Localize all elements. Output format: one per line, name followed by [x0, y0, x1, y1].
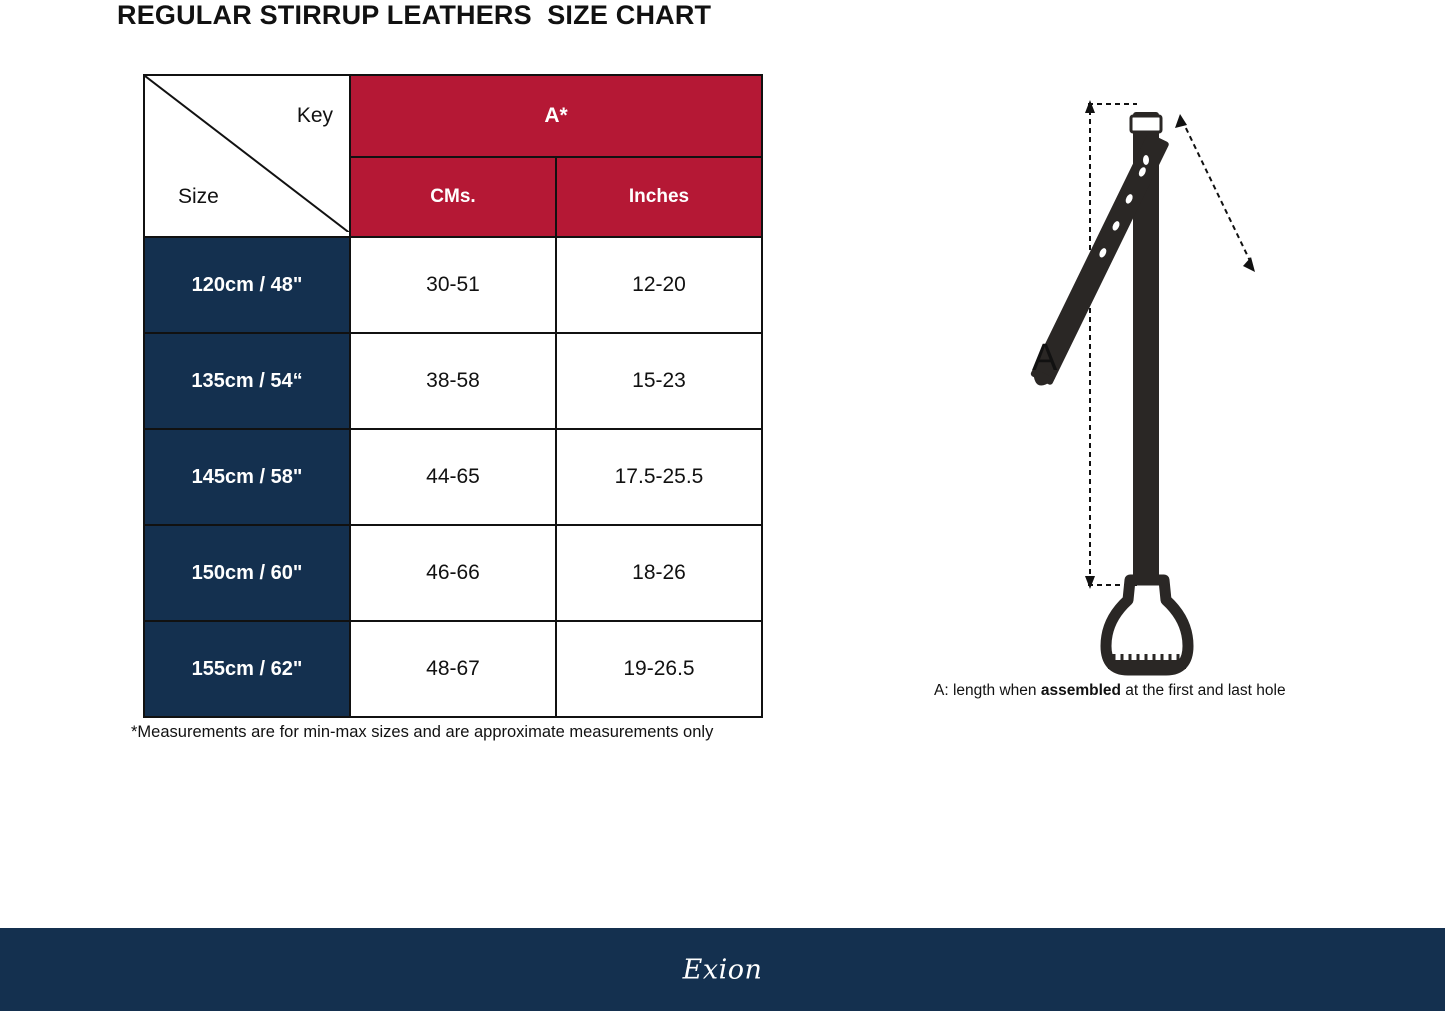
table-row	[144, 429, 762, 525]
table-header-row-1	[144, 75, 762, 157]
row-inches-value: 17.5-25.5	[556, 429, 762, 525]
caption-bold: assembled	[1040, 682, 1121, 699]
measurement-label-a: A	[1032, 337, 1058, 379]
row-size-label: 120cm / 48"	[144, 237, 350, 333]
arrow-down-icon	[1085, 576, 1095, 589]
table-row	[144, 333, 762, 429]
subheader-inches: Inches	[556, 157, 762, 237]
stirrup-iron-icon	[1106, 580, 1188, 670]
row-inches-value: 19-26.5	[556, 621, 762, 717]
row-size-label: 155cm / 62"	[144, 621, 350, 717]
row-size-label: 135cm / 54“	[144, 333, 350, 429]
table-row	[144, 525, 762, 621]
row-inches-value: 15-23	[556, 333, 762, 429]
diagonal-divider-icon	[145, 76, 349, 232]
corner-key-size-cell	[144, 75, 350, 237]
arrow-diagonal-down-icon	[1243, 257, 1255, 272]
group-header-a: A*	[350, 75, 762, 157]
size-chart-table	[143, 74, 763, 718]
page-title: REGULAR STIRRUP LEATHERS SIZE CHART	[117, 0, 712, 30]
row-inches-value: 18-26	[556, 525, 762, 621]
row-cms-value: 30-51	[350, 237, 556, 333]
caption-prefix: A: length when	[934, 682, 1041, 699]
buckle-icon	[1131, 116, 1161, 132]
row-cms-value: 38-58	[350, 333, 556, 429]
brand-logo: Exion	[682, 954, 763, 985]
row-size-label: 150cm / 60"	[144, 525, 350, 621]
table-row	[144, 621, 762, 717]
stirrup-leather-diagram	[930, 80, 1400, 700]
row-size-label: 145cm / 58"	[144, 429, 350, 525]
subheader-cms: CMs.	[350, 157, 556, 237]
measurement-footnote: *Measurements are for min-max sizes and are approximate measurements only	[131, 723, 714, 741]
arrow-diagonal-up-icon	[1175, 114, 1187, 128]
row-cms-value: 46-66	[350, 525, 556, 621]
footer-bar	[0, 928, 1445, 1011]
table-row	[144, 237, 762, 333]
caption-suffix: at the first and last hole	[1121, 682, 1286, 699]
size-chart-table-container	[143, 74, 763, 718]
row-inches-value: 12-20	[556, 237, 762, 333]
row-cms-value: 48-67	[350, 621, 556, 717]
diagram-caption	[934, 682, 1445, 700]
row-cms-value: 44-65	[350, 429, 556, 525]
stirrup-leather-illustration	[930, 80, 1400, 700]
corner-key-label: Key	[296, 104, 333, 127]
arrow-up-icon	[1085, 100, 1095, 113]
corner-size-label: Size	[178, 185, 219, 208]
